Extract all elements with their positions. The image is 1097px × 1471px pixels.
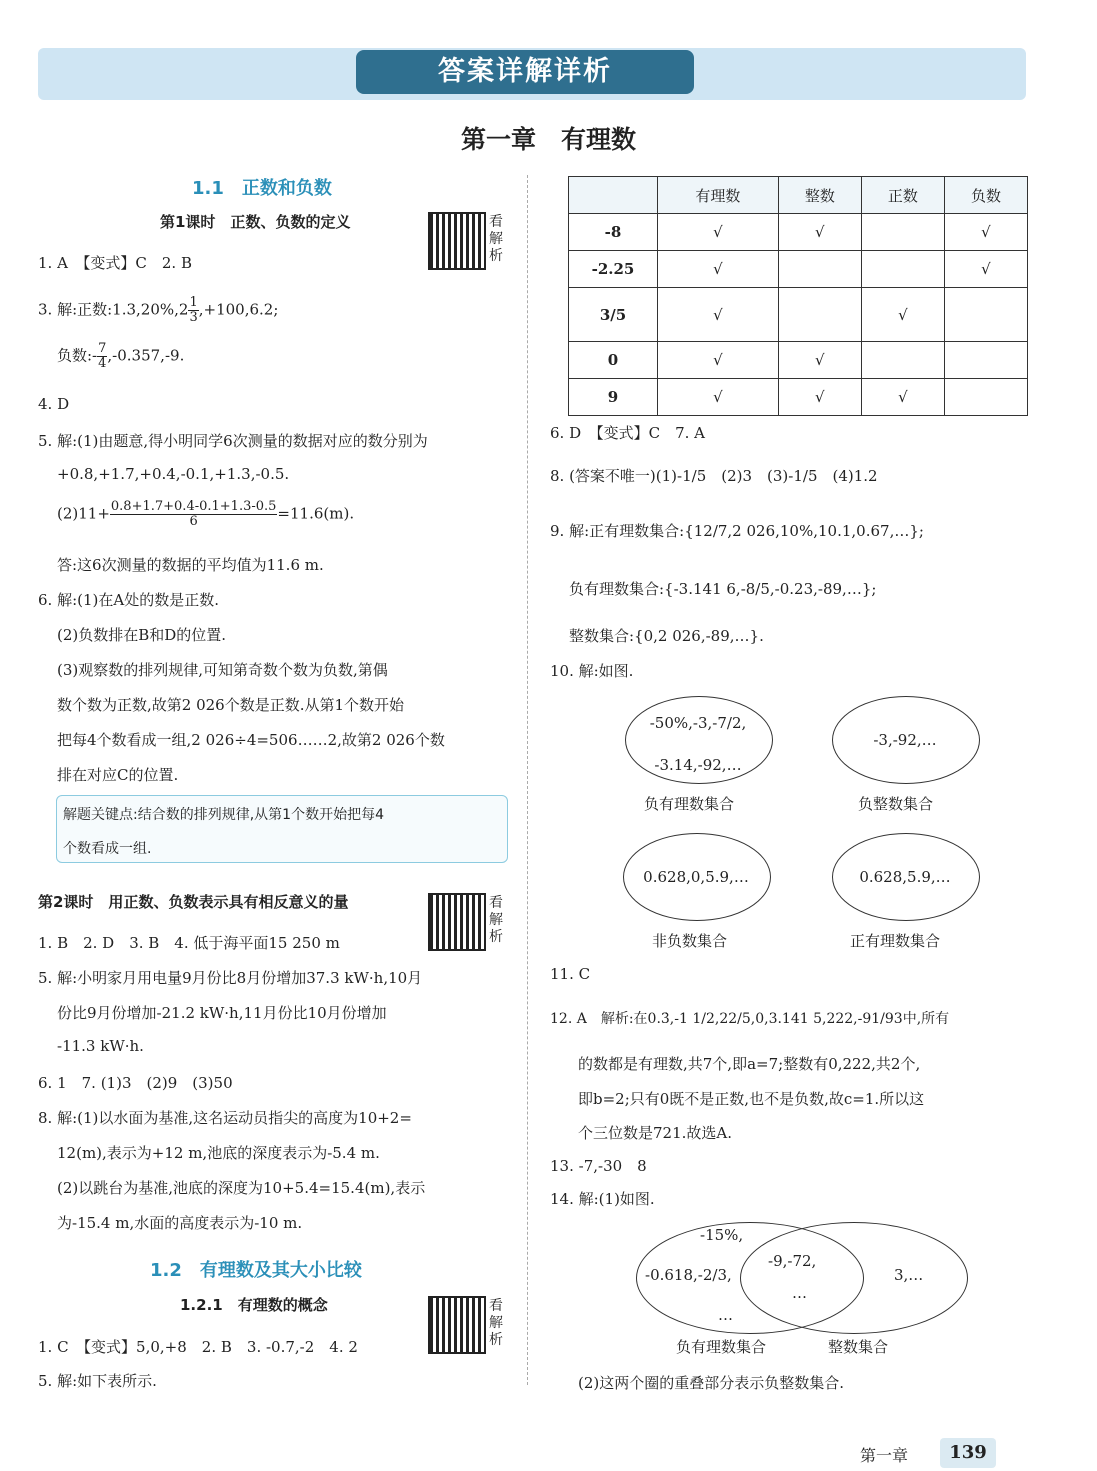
table-cell xyxy=(861,251,944,288)
answer-line: 5. 解:如下表所示. xyxy=(38,1372,157,1390)
table-cell: √ xyxy=(944,214,1027,251)
answer-line: -11.3 kW·h. xyxy=(57,1037,144,1055)
table-cell xyxy=(944,379,1027,416)
answer-line: (2)11+ $\frac{0.8+1.7+0.4-0.1+1.3-0.5}{6}$ =11.6(m). xyxy=(57,499,355,529)
table-cell: 3/5 xyxy=(569,288,658,342)
table-cell xyxy=(861,214,944,251)
answer-line: 把每4个数看成一组,2 026÷4=506……2,故第2 026个数 xyxy=(57,731,445,749)
answer-line: 4. D xyxy=(38,395,70,413)
table-cell xyxy=(861,342,944,379)
answer-line: 负有理数集合:{-3.141 6,-8/5,-0.23,-89,…}; xyxy=(569,580,877,598)
table-header-cell: 整数 xyxy=(778,177,861,214)
answer-line: 即b=2;只有0既不是正数,也不是负数,故c=1.所以这 xyxy=(578,1090,925,1108)
venn-content: … xyxy=(792,1284,807,1302)
ellipse-caption: 负有理数集合 xyxy=(644,795,735,813)
section-1-2-title: 1.2 有理数及其大小比较 xyxy=(150,1260,362,1281)
ellipse-content: -3,-92,… xyxy=(873,731,937,749)
answer-line: 为-15.4 m,水面的高度表示为-10 m. xyxy=(57,1214,303,1232)
table-cell: √ xyxy=(658,251,779,288)
table-header-cell: 负数 xyxy=(944,177,1027,214)
answer-line: 份比9月份增加-21.2 kW·h,11月份比10月份增加 xyxy=(57,1004,387,1022)
answer-line: 1. A 【变式】C 2. B xyxy=(38,254,192,272)
venn-circle-integer xyxy=(740,1222,968,1334)
table-header-cell: 有理数 xyxy=(658,177,779,214)
column-divider xyxy=(527,175,528,1385)
ellipse-caption: 非负数集合 xyxy=(652,932,728,950)
answer-line: 8. (答案不唯一)(1)-1/5 (2)3 (3)-1/5 (4)1.2 xyxy=(550,467,878,485)
ellipse-content: -3.14,-92,… xyxy=(654,756,742,774)
table-row xyxy=(569,288,1028,342)
classification-table xyxy=(568,176,1028,416)
venn-content: 3,… xyxy=(894,1266,924,1284)
ellipse-caption: 负整数集合 xyxy=(858,795,934,813)
section-1-1-title: 1.1 正数和负数 xyxy=(192,178,332,199)
answer-line: 14. 解:(1)如图. xyxy=(550,1190,655,1208)
answer-line: (2)这两个圈的重叠部分表示负整数集合. xyxy=(578,1374,845,1392)
table-cell: √ xyxy=(658,379,779,416)
table-cell: -2.25 xyxy=(569,251,658,288)
table-cell xyxy=(944,342,1027,379)
answer-line: 12. A 解析:在0.3̇,-1 1/2,22/5,0,3.141 5,222,-91/93中,所有 xyxy=(550,1011,950,1027)
answer-line: (2)以跳台为基准,池底的深度为10+5.4=15.4(m),表示 xyxy=(57,1179,426,1197)
answer-line: 负数:- $\frac{7}{4}$ ,-0.357,-9. xyxy=(57,341,185,371)
table-header-cell: 正数 xyxy=(861,177,944,214)
view-analysis-label: 看解析 xyxy=(489,214,503,264)
answer-line: (3)观察数的排列规律,可知第奇数个数为负数,第偶 xyxy=(57,661,388,679)
answer-line: 的数都是有理数,共7个,即a=7;整数有0,222,共2个, xyxy=(578,1055,921,1073)
table-cell: √ xyxy=(658,288,779,342)
venn-content: -0.618,-2/3, xyxy=(645,1266,732,1284)
view-analysis-label: 看解析 xyxy=(489,895,503,945)
answer-line: +0.8,+1.7,+0.4,-0.1,+1.3,-0.5. xyxy=(57,465,290,483)
table-cell xyxy=(778,251,861,288)
banner-title: 答案详解详析 xyxy=(356,50,694,94)
table-cell: √ xyxy=(778,342,861,379)
table-cell: √ xyxy=(861,288,944,342)
answer-line: 11. C xyxy=(550,965,591,983)
ellipse-content: 0.628,5.9,… xyxy=(859,868,951,886)
table-row xyxy=(569,342,1028,379)
table-header-cell xyxy=(569,177,658,214)
table-cell: 9 xyxy=(569,379,658,416)
table-cell: √ xyxy=(861,379,944,416)
footer-chapter: 第一章 xyxy=(860,1446,909,1465)
answer-line: 整数集合:{0,2 026,-89,…}. xyxy=(569,627,764,645)
table-cell xyxy=(944,288,1027,342)
answer-line: 排在对应C的位置. xyxy=(57,766,179,784)
venn-content: -15%, xyxy=(700,1226,744,1244)
key-point-text: 解题关键点:结合数的排列规律,从第1个数开始把每4 xyxy=(63,807,384,823)
table-header-row xyxy=(569,177,1028,214)
lesson-2-title: 第2课时 用正数、负数表示具有相反意义的量 xyxy=(38,893,349,911)
table-row xyxy=(569,251,1028,288)
answer-line: 答:这6次测量的数据的平均值为11.6 m. xyxy=(57,556,324,574)
key-point-text: 个数看成一组. xyxy=(63,841,152,857)
answer-line: 6. 解:(1)在A处的数是正数. xyxy=(38,591,219,609)
answer-line: 5. 解:小明家月用电量9月份比8月份增加37.3 kW·h,10月 xyxy=(38,969,423,987)
venn-content: -9,-72, xyxy=(768,1252,817,1270)
answer-line: 9. 解:正有理数集合:{12/7,2 026,10%,10.1,0.67,…}; xyxy=(550,522,924,540)
qr-code-icon[interactable] xyxy=(428,893,486,951)
view-analysis-label: 看解析 xyxy=(489,1298,503,1348)
qr-code-icon[interactable] xyxy=(428,1296,486,1354)
table-cell: √ xyxy=(778,214,861,251)
table-row xyxy=(569,214,1028,251)
answer-line: 12(m),表示为+12 m,池底的深度表示为-5.4 m. xyxy=(57,1144,380,1162)
lesson-1-title: 第1课时 正数、负数的定义 xyxy=(160,213,351,231)
chapter-title: 第一章 有理数 xyxy=(460,125,636,154)
ellipse-content: 0.628,0,5.9,… xyxy=(643,868,749,886)
ellipse-content: -50%,-3,-7/2, xyxy=(649,714,747,732)
table-cell: -8 xyxy=(569,214,658,251)
answer-line: 个三位数是721.故选A. xyxy=(578,1124,732,1142)
answer-line: 1. B 2. D 3. B 4. 低于海平面15 250 m xyxy=(38,934,340,952)
table-cell xyxy=(778,288,861,342)
ellipse-caption: 正有理数集合 xyxy=(850,932,941,950)
answer-line: 8. 解:(1)以水面为基准,这名运动员指尖的高度为10+2= xyxy=(38,1109,412,1127)
table-cell: √ xyxy=(778,379,861,416)
subsection-1-2-1-title: 1.2.1 有理数的概念 xyxy=(180,1296,328,1314)
table-cell: √ xyxy=(658,214,779,251)
table-cell: 0 xyxy=(569,342,658,379)
answer-line: 6. 1 7. (1)3 (2)9 (3)50 xyxy=(38,1074,233,1092)
table-cell: √ xyxy=(658,342,779,379)
answer-line: 1. C 【变式】5,0,+8 2. B 3. -0.7,-2 4. 2 xyxy=(38,1338,358,1356)
answer-line: 13. -7,-30 8 xyxy=(550,1157,647,1175)
table-cell: √ xyxy=(944,251,1027,288)
answer-line: 5. 解:(1)由题意,得小明同学6次测量的数据对应的数分别为 xyxy=(38,432,428,450)
answer-line: (2)负数排在B和D的位置. xyxy=(57,626,227,644)
venn-caption: 整数集合 xyxy=(828,1338,889,1356)
page-number: 139 xyxy=(940,1438,996,1468)
qr-code-icon[interactable] xyxy=(428,212,486,270)
table-row xyxy=(569,379,1028,416)
answer-line: 3. 解:正数:1.3,20%,2 $\frac{1}{3}$ ,+100,6.2; xyxy=(38,295,279,325)
venn-content: … xyxy=(718,1306,733,1324)
answer-line: 数个数为正数,故第2 026个数是正数.从第1个数开始 xyxy=(57,696,405,714)
venn-caption: 负有理数集合 xyxy=(676,1338,767,1356)
answer-line: 6. D 【变式】C 7. A xyxy=(550,424,705,442)
answer-line: 10. 解:如图. xyxy=(550,662,634,680)
